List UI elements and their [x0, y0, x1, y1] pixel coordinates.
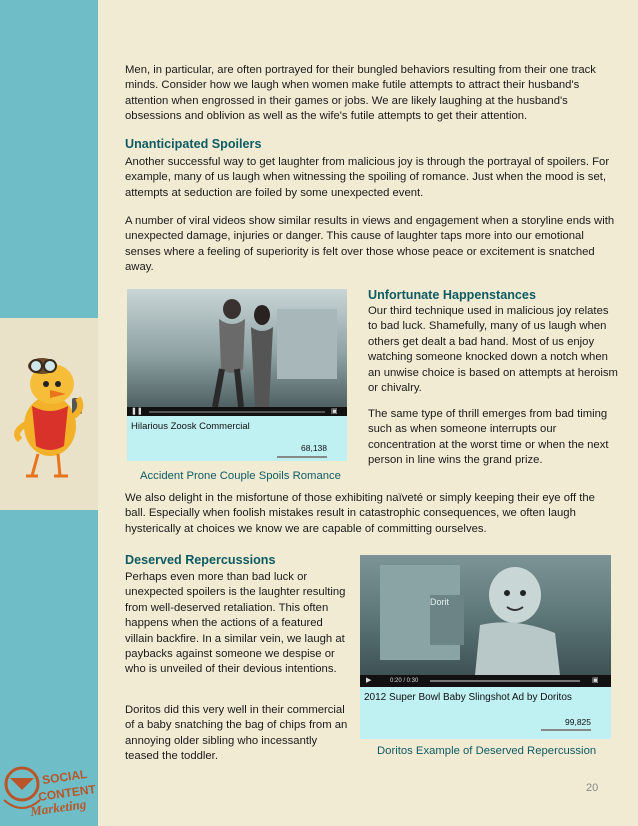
video-doritos-views-bar [541, 729, 591, 731]
heading-deserved-repercussions: Deserved Repercussions [125, 553, 276, 567]
video-doritos-thumbnail [360, 555, 611, 675]
logo-text-content: CONTENT [37, 782, 97, 804]
fullscreen-icon[interactable]: ▣ [331, 408, 338, 415]
video-doritos-views: 99,825 [565, 717, 591, 727]
page-number: 20 [586, 782, 599, 794]
paragraph-naivete: We also delight in the misfortune of those exhibiting naïveté or simply keeping their eye off the ball. Especially when foolish mistakes result in catastrophic consequences, we often laugh hysterically at choices we know we are capable of committing ourselves. [125, 492, 595, 535]
video-zoosk-progress[interactable] [149, 411, 325, 413]
paragraph-spoilers-2: A number of viral videos show similar results in views and engagement when a storyline ends with unexpected damage, injuries or danger. This cause of laughter taps more into our emotional senses where a feeling of superiority is felt over those whose peace or excitement is snatched away. [125, 215, 615, 274]
video-doritos-title[interactable]: 2012 Super Bowl Baby Slingshot Ad by Doritos [364, 692, 572, 703]
paragraph-repercussions-2: Doritos did this very well in their commercial of a baby snatching the bag of chips from an annoying older sibling who incessantly teased the toddler. [125, 704, 348, 763]
paragraph-repercussions-1: Perhaps even more than bad luck or unexpected spoilers is the laughter resulting from well-deserved retaliation. This often happens when the actions of a featured villain backfire. In a similar vein, we laugh at paybacks against someone we despise or who is unveiled of their devious intentions. [125, 571, 346, 676]
baby-image-icon [360, 555, 611, 675]
paragraph-happenstances-2: The same type of thrill emerges from bad timing such as when someone interrupts our concentration at the worst time or when the next person in line wins the grand prize. [368, 408, 609, 467]
video-doritos-controls[interactable] [360, 675, 611, 687]
video-zoosk-thumbnail [127, 289, 347, 407]
video-zoosk-info [127, 416, 347, 461]
video-zoosk-title[interactable]: Hilarious Zoosk Commercial [131, 421, 250, 432]
video-doritos[interactable] [360, 555, 611, 739]
doritos-bag-text: Dorit [430, 597, 450, 607]
video-zoosk-views: 68,138 [301, 443, 327, 453]
paragraph-spoilers-1: Another successful way to get laughter from malicious joy is through the portrayal of spoilers. For example, many of us laugh when witnessing the spoiling of romance. Just when the mood is set, attempts at seduction are foiled by some unexpected event. [125, 156, 610, 199]
caption-zoosk: Accident Prone Couple Spoils Romance [140, 470, 341, 482]
video-doritos-info [360, 687, 611, 739]
pause-icon[interactable]: ❚❚ [131, 408, 143, 415]
paragraph-happenstances-1: Our third technique used in malicious joy relates to bad luck. Shamefully, many of us laugh when others get dealt a bad hand. Most of us enjoy watching someone knocked down a notch when an unwise choice is based on attempts at heroism or chivalry. [368, 305, 618, 395]
caption-doritos: Doritos Example of Deserved Repercussion [377, 745, 597, 757]
video-doritos-time: 0:20 / 0:30 [390, 678, 419, 684]
video-zoosk[interactable] [127, 289, 347, 461]
fullscreen-icon[interactable]: ▣ [592, 677, 599, 684]
logo-text-social: SOCIAL [41, 766, 89, 788]
play-icon[interactable]: ▶ [366, 677, 372, 684]
paragraph-men-portrayal: Men, in particular, are often portrayed for their bungled behaviors resulting from their one track minds. Consider how we laugh when women make futile attempts to attract their husband's attention when engrossed in their games or jobs. We are likely laughing at the husband's obsessions and oblivion as well as the wife's futile attempts to get their attention. [125, 64, 596, 123]
video-doritos-progress[interactable] [430, 680, 580, 682]
heading-unanticipated-spoilers: Unanticipated Spoilers [125, 137, 262, 151]
logo-text-marketing: Marketing [29, 796, 88, 819]
video-zoosk-controls[interactable] [127, 407, 347, 416]
couple-image-icon [127, 289, 347, 407]
video-zoosk-views-bar [277, 456, 327, 458]
chick-mascot-icon [2, 336, 98, 486]
heading-unfortunate-happenstances: Unfortunate Happenstances [368, 288, 536, 302]
